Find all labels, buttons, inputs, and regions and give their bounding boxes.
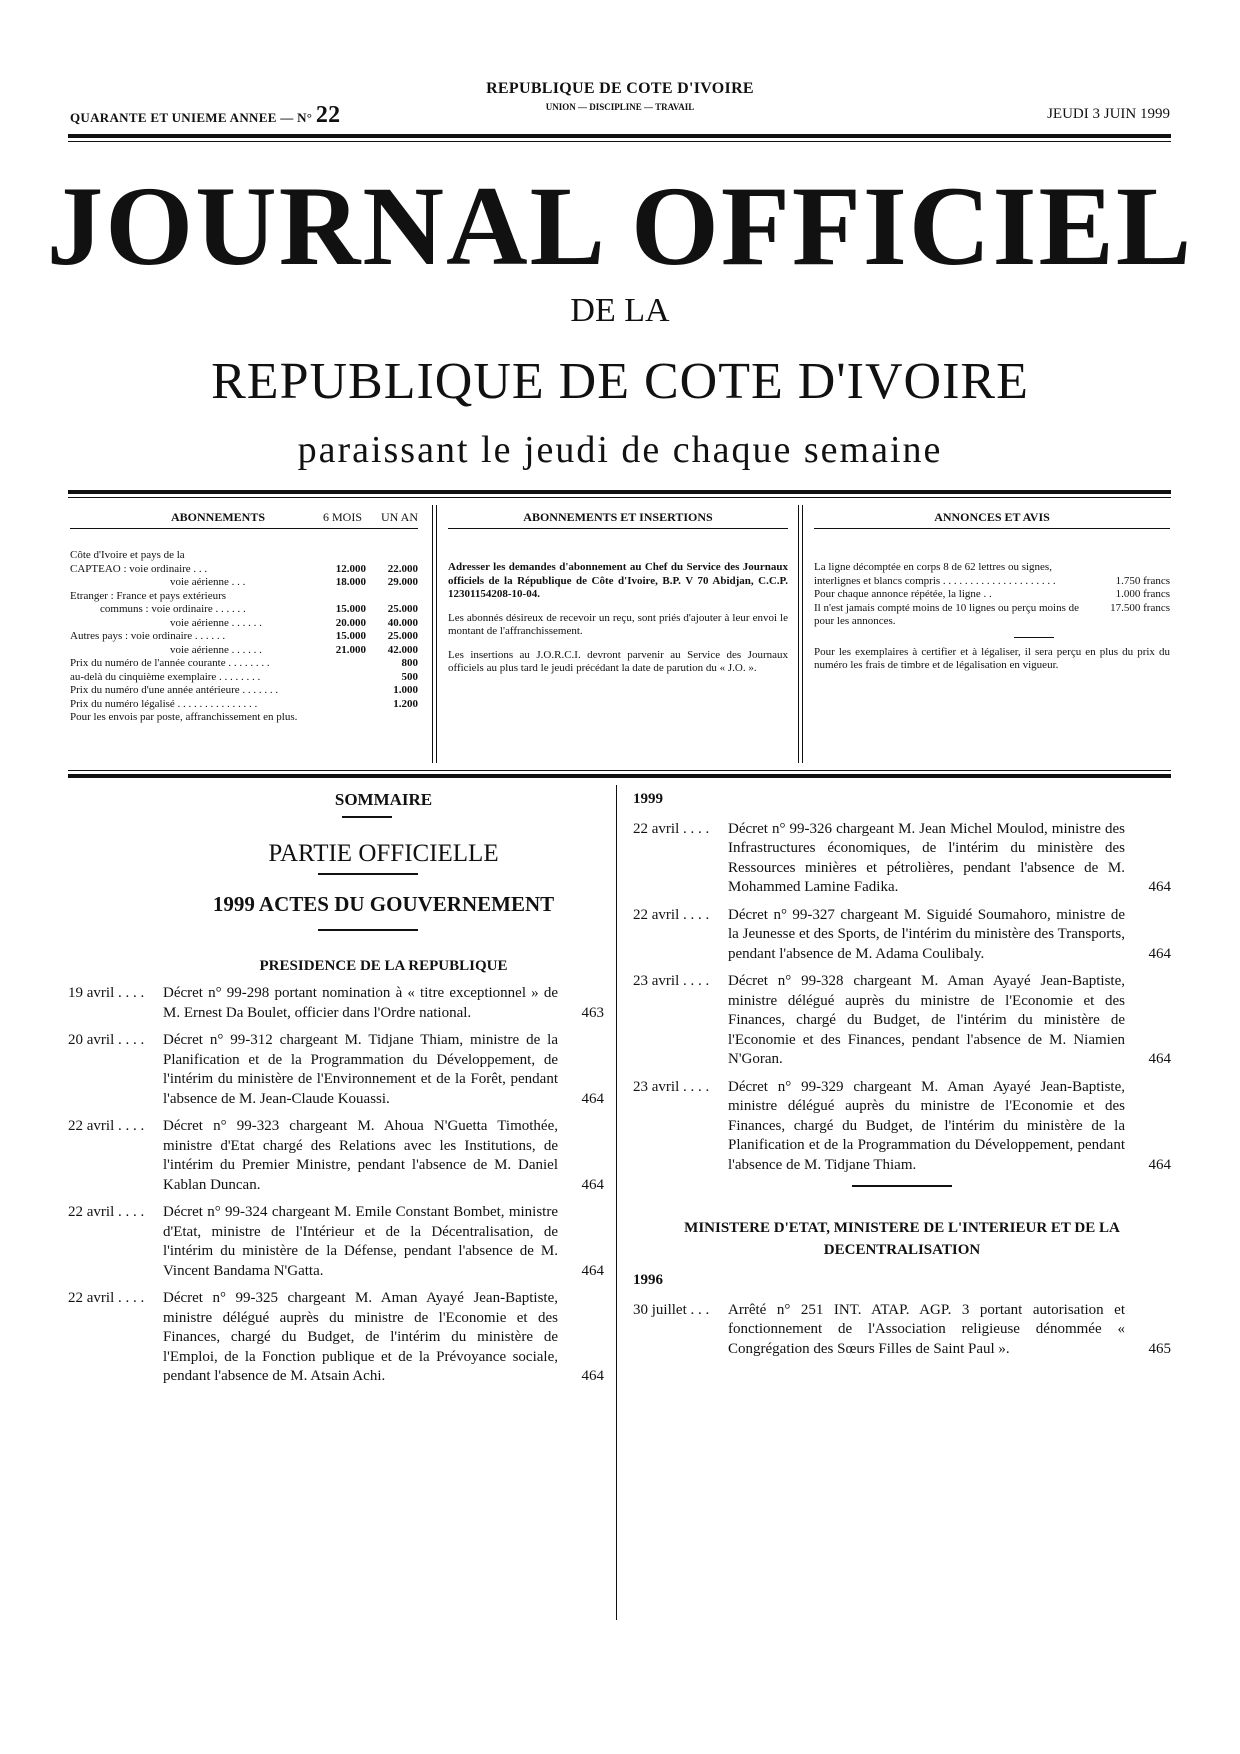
edition-label: QUARANTE ET UNIEME ANNEE — N° 22 <box>70 102 341 128</box>
sommaire-right-column <box>633 790 1171 1367</box>
receipt-note: Les abonnés désireux de recevoir un reçu, sont priés d'ajouter à leur envoi le montant de l'affranchissement. <box>448 611 788 637</box>
issue-price-row: Prix du numéro légalisé . . . . . . . . . . . . . . . 1.200 <box>70 697 418 710</box>
postage-note: Pour les envois par poste, affranchissement en plus. <box>70 711 298 723</box>
sommaire-left-column <box>68 790 604 1395</box>
deadline-note: Les insertions au J.O.R.C.I. devront parvenir au Service des Journaux officiels au plus tard le jeudi précédant la date de parution du « J.O. ». <box>448 648 788 674</box>
presidence-title: PRESIDENCE DE LA REPUBLIQUE <box>259 957 508 974</box>
ministere-title: MINISTERE D'ETAT, MINISTERE DE L'INTERIEUR ET DE LA DECENTRALISATION <box>684 1220 1120 1258</box>
partie-officielle-title: PARTIE OFFICIELLE <box>268 839 499 867</box>
insertions-header: ABONNEMENTS ET INSERTIONS <box>523 510 713 524</box>
box-bottom-rule <box>68 774 1171 778</box>
price-row: voie aérienne . . . . . . 21.000 42.000 <box>170 643 418 656</box>
rate-row: Pour chaque annonce répétée, la ligne . . 1.000 francs <box>814 588 1170 600</box>
issue-price-row: au-delà du cinquième exemplaire . . . . . . . . 500 <box>70 670 418 683</box>
issue-date: JEUDI 3 JUIN 1999 <box>1047 106 1170 122</box>
price-row: CAPTEAO : voie ordinaire . . . 12.000 22.000 <box>70 562 418 575</box>
price-row: Autres pays : voie ordinaire . . . . . . 15.000 25.000 <box>70 630 418 642</box>
sommaire-entry: 23 avril . . . . Décret n° 99-328 chargeant M. Aman Ayayé Jean-Baptiste, ministre délégué auprès du ministre de l'Economie et des Finances, chargé du Budget, de l'intérim du ministère de l'Economie et des Finances, pendant l'absence de M. Niamien N'Goran. 464 <box>633 973 1171 1067</box>
sommaire-entry: 22 avril . . . . Décret n° 99-325 chargeant M. Aman Ayayé Jean-Baptiste, ministre délégué auprès du ministre de l'Economie et des Finances, chargé du Budget, de l'intérim du ministère de l'Emploi, de la Fonction publique et de la Prévoyance sociale, pendant l'absence de M. Atsain Achi. 464 <box>68 1290 604 1384</box>
issue-price-row: Prix du numéro d'une année antérieure . . . . . . . 1.000 <box>70 684 418 696</box>
year-1996: 1996 <box>633 1272 663 1288</box>
rate-row: Il n'est jamais compté moins de 10 lignes ou perçu moins de pour les annonces. 17.500 francs <box>814 601 1170 627</box>
frequency-line: paraissant le jeudi de chaque semaine <box>297 429 943 471</box>
box-top-rule-thin <box>68 497 1171 498</box>
subscriptions-box <box>70 510 418 725</box>
col-one-year: UN AN <box>380 510 418 524</box>
sommaire-entry: 22 avril . . . . Décret n° 99-327 chargeant M. Siguidé Soumahoro, ministre de la Jeunesse et des Sports, de l'intérim du ministère des Transports, pendant l'absence de M. Adama Coulibaly. 464 <box>633 906 1171 962</box>
box-bottom-rule-thin <box>68 770 1171 771</box>
sommaire-entry: 22 avril . . . . Décret n° 99-326 chargeant M. Jean Michel Moulod, ministre des Infrastructures économiques, de l'intérim du ministère des Ressources minières et pétrolières, pendant l'absence de M. Mohammed Lamine Fadika. 464 <box>633 820 1171 895</box>
issue-price-row: Prix du numéro de l'année courante . . . . . . . . 800 <box>70 657 418 669</box>
sommaire-entry: 23 avril . . . . Décret n° 99-329 chargeant M. Aman Ayayé Jean-Baptiste, ministre délégué auprès du ministre de l'Economie et des Finances, chargé du Budget, de l'intérim du ministère de la Planification et de la Programmation du Développement, pendant l'absence de M. Tidjane Thiam. 464 <box>633 1078 1171 1173</box>
subscriptions-header: ABONNEMENTS <box>170 510 265 524</box>
col-6-months: 6 MOIS <box>322 510 362 524</box>
top-rule-thin <box>68 141 1171 142</box>
price-row: communs : voie ordinaire . . . . . . 15.000 25.000 <box>100 603 418 615</box>
republic-name: REPUBLIQUE DE COTE D'IVOIRE <box>486 80 754 97</box>
sommaire-entry: 22 avril . . . . Décret n° 99-324 chargeant M. Emile Constant Bombet, ministre d'Etat, ministre de l'Intérieur et de la Décentralisation, de l'intérim du ministère de la Défense, pendant l'absence de M. Vincent Bandama N'Gatta. 464 <box>68 1204 604 1279</box>
subscriptions-intro: Côte d'Ivoire et pays de la <box>70 549 185 561</box>
country-title: REPUBLIQUE DE COTE D'IVOIRE <box>211 353 1029 410</box>
announcements-box <box>814 510 1170 673</box>
box-top-rule <box>68 490 1171 494</box>
rate-row: La ligne décomptée en corps 8 de 62 lettres ou signes, interlignes et blancs compris . . . . . . . . . . . . . . . . . . . . . 1.750 francs <box>814 561 1170 587</box>
republic-header <box>440 80 800 112</box>
sommaire-entry: 20 avril . . . . Décret n° 99-312 chargeant M. Tidjane Thiam, ministre de la Planification et de la Programmation du Développement, de l'intérim du ministère de l'Environnement et de la Forêt, pendant l'absence de M. Jean-Claude Kouassi. 464 <box>68 1032 604 1107</box>
insertions-box <box>448 510 788 676</box>
price-row: voie aérienne . . . . . . 20.000 40.000 <box>170 616 418 629</box>
sommaire-entry: 30 juillet . . . Arrêté n° 251 INT. ATAP. AGP. 3 portant autorisation et fonctionnement de l'Association religieuse dénommée « Congrégation des Sœurs Filles de Saint Paul ». 465 <box>633 1301 1171 1357</box>
announcements-header: ANNONCES ET AVIS <box>934 510 1050 524</box>
actes-title: 1999 ACTES DU GOUVERNEMENT <box>212 892 555 916</box>
issue-number: 22 <box>315 102 341 128</box>
legalisation-note: Pour les exemplaires à certifier et à légaliser, il sera perçu en plus du prix du numéro les frais de timbre et de légalisation en vigueur. <box>814 645 1170 671</box>
year-1999: 1999 <box>633 791 663 807</box>
sommaire-entry: 22 avril . . . . Décret n° 99-323 chargeant M. Ahoua N'Guetta Timothée, ministre d'Etat chargé des Relations avec les Institutions, de l'intérim du Premier Ministre, pendant l'absence de M. Daniel Kablan Duncan. 464 <box>68 1118 604 1193</box>
price-row: voie aérienne . . . 18.000 29.000 <box>170 576 418 588</box>
title-de-la: DE LA <box>570 292 670 329</box>
insertions-address: Adresser les demandes d'abonnement au Chef du Service des Journaux officiels de la République de Côte d'Ivoire, B.P. V 70 Abidjan, C.C.P. 12301154208-10-04. <box>448 561 788 600</box>
top-rule <box>68 134 1171 138</box>
sommaire-entry: 19 avril . . . . Décret n° 99-298 portant nomination à « titre exceptionnel » de M. Ernest Da Boulet, officier dans l'Ordre national. 463 <box>68 985 604 1021</box>
journal-title: JOURNAL OFFICIEL <box>46 164 1194 289</box>
price-row: Etranger : France et pays extérieurs <box>70 589 227 602</box>
motto: UNION — DISCIPLINE — TRAVAIL <box>545 102 695 112</box>
sommaire-title: SOMMAIRE <box>334 790 433 809</box>
